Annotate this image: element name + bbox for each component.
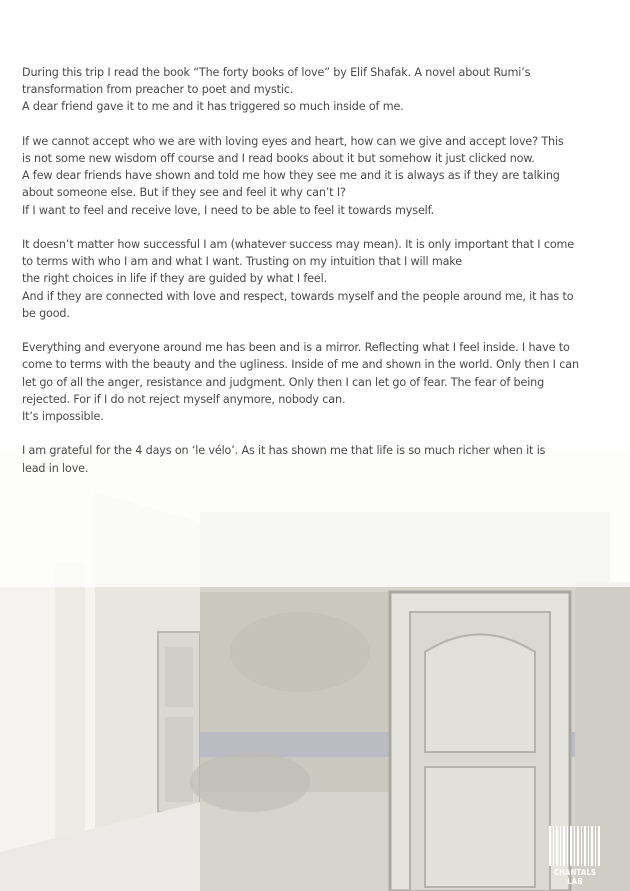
paragraph: During this trip I read the book “The forty books of love” by Elif Shafak. A novel about Rumi’s transformation from preacher to poet and mystic. A dear friend gave it to me and it has triggered so much inside of me. [22, 66, 531, 114]
article-text [22, 64, 582, 494]
chantals-lab-logo [547, 826, 603, 886]
paragraph: If we cannot accept who we are with loving eyes and heart, how can we give and accept love? This is not some new wisdom off course and I read books about it but somehow it just clicked now. A few dear friends have shown and told me how they see me and it is always as if they are talking about someone else. But if they see and feel it why can’t I? If I want to feel and receive love, I need to be able to feel it towards myself. [22, 134, 564, 217]
paragraph: I am grateful for the 4 days on ‘le vélo’. As it has shown me that life is so much richer when it is lead in love. [22, 444, 546, 475]
paragraph: It doesn’t matter how successful I am (whatever success may mean). It is only important that I come to terms with who I am and what I want. Trusting on my intuition that I will make the right choices in life if they are guided by what I feel. And if they are connected with love and respect, towards myself and the people around me, it has to be good. [22, 238, 574, 320]
logo-label: CHANTALS LAB [553, 868, 597, 886]
paragraph: Everything and everyone around me has been and is a mirror. Reflecting what I feel inside. I have to come to terms with the beauty and the ugliness. Inside of me and shown in the world. Only then I can let go of all the anger, resistance and judgment. Only then I can let go of fear. The fear of being rejected. For if I do not reject myself anymore, nobody can. It’s impossible. [22, 341, 579, 424]
barcode-icon [549, 826, 601, 866]
